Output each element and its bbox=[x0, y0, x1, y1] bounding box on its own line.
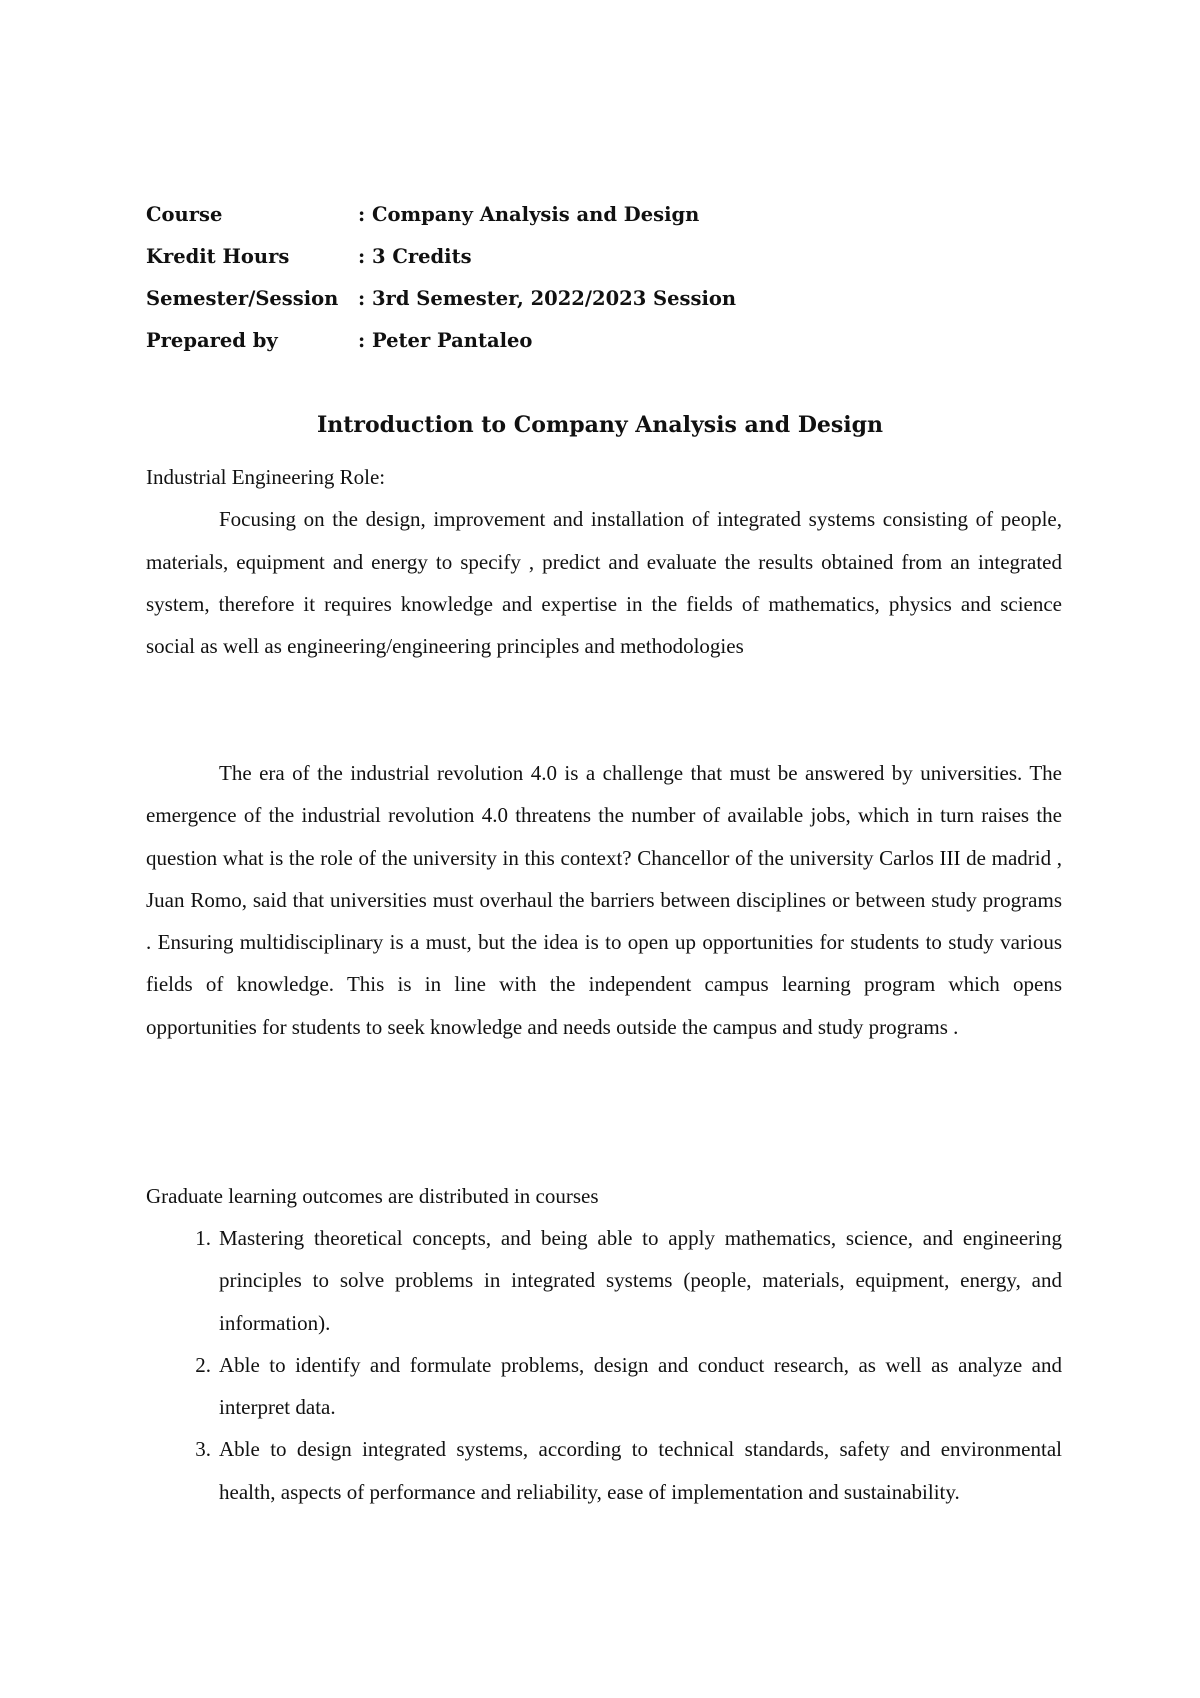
prepared-by-row bbox=[146, 319, 1046, 361]
paragraph-revolution: The era of the industrial revolution 4.0 is a challenge that must be answered by universities. The emergence of the industrial revolution 4.0 threatens the number of available jobs, which in turn raises the question what is the role of the university in this context? Chancellor of the university Carlos III de madrid , Juan Romo, said that universities must overhaul the barriers between disciplines or between study programs . Ensuring multidisciplinary is a must, but the idea is to open up opportunities for students to study various fields of knowledge. This is in line with the independent campus learning program which opens opportunities for students to seek knowledge and needs outside the campus and study programs . bbox=[146, 761, 1062, 1039]
credit-hours-value: : 3 Credits bbox=[358, 244, 472, 268]
credit-hours-row bbox=[146, 235, 1046, 277]
outcomes-list bbox=[146, 1217, 1062, 1513]
semester-label: Semester/Session bbox=[146, 286, 339, 310]
intro-section bbox=[146, 456, 1062, 667]
prepared-by-label: Prepared by bbox=[146, 328, 278, 352]
outcomes-section bbox=[146, 1175, 1062, 1217]
course-label: Course bbox=[146, 202, 223, 226]
semester-row bbox=[146, 277, 1046, 319]
semester-value: : 3rd Semester, 2022/2023 Session bbox=[358, 286, 737, 310]
list-text: Able to design integrated systems, according to technical standards, safety and environmental health, aspects of performance and reliability, ease of implementation and sustainability. bbox=[219, 1437, 1062, 1504]
list-text: Able to identify and formulate problems, design and conduct research, as well as analyze and interpret data. bbox=[219, 1352, 1062, 1420]
list-item bbox=[146, 1428, 1062, 1513]
credit-hours-label: Kredit Hours bbox=[146, 244, 290, 268]
list-text: Mastering theoretical concepts, and being able to apply mathematics, science, and engineering principles to solve problems in integrated systems (people, materials, equipment, energy, and information). bbox=[219, 1226, 1062, 1335]
prepared-by-value: : Peter Pantaleo bbox=[358, 328, 533, 352]
outcomes-heading: Graduate learning outcomes are distributed in courses bbox=[146, 1184, 599, 1208]
list-item bbox=[146, 1344, 1062, 1429]
course-row bbox=[146, 193, 1046, 235]
list-number: 1. bbox=[195, 1226, 211, 1250]
course-value: : Company Analysis and Design bbox=[358, 202, 700, 226]
list-number: 2. bbox=[195, 1352, 211, 1377]
page-title: Introduction to Company Analysis and Design bbox=[316, 412, 884, 438]
course-info bbox=[146, 193, 1046, 361]
list-item bbox=[146, 1217, 1062, 1344]
paragraph-role: Focusing on the design, improvement and installation of integrated systems consisting of people, materials, equipment and energy to specify , predict and evaluate the results obtained from an integrated system, therefore it requires knowledge and expertise in the fields of mathematics, physics and science social as well as engineering/engineering principles and methodologies bbox=[146, 507, 1062, 659]
revolution-section bbox=[146, 752, 1062, 1048]
role-heading: Industrial Engineering Role: bbox=[146, 465, 386, 489]
list-number: 3. bbox=[195, 1437, 211, 1462]
